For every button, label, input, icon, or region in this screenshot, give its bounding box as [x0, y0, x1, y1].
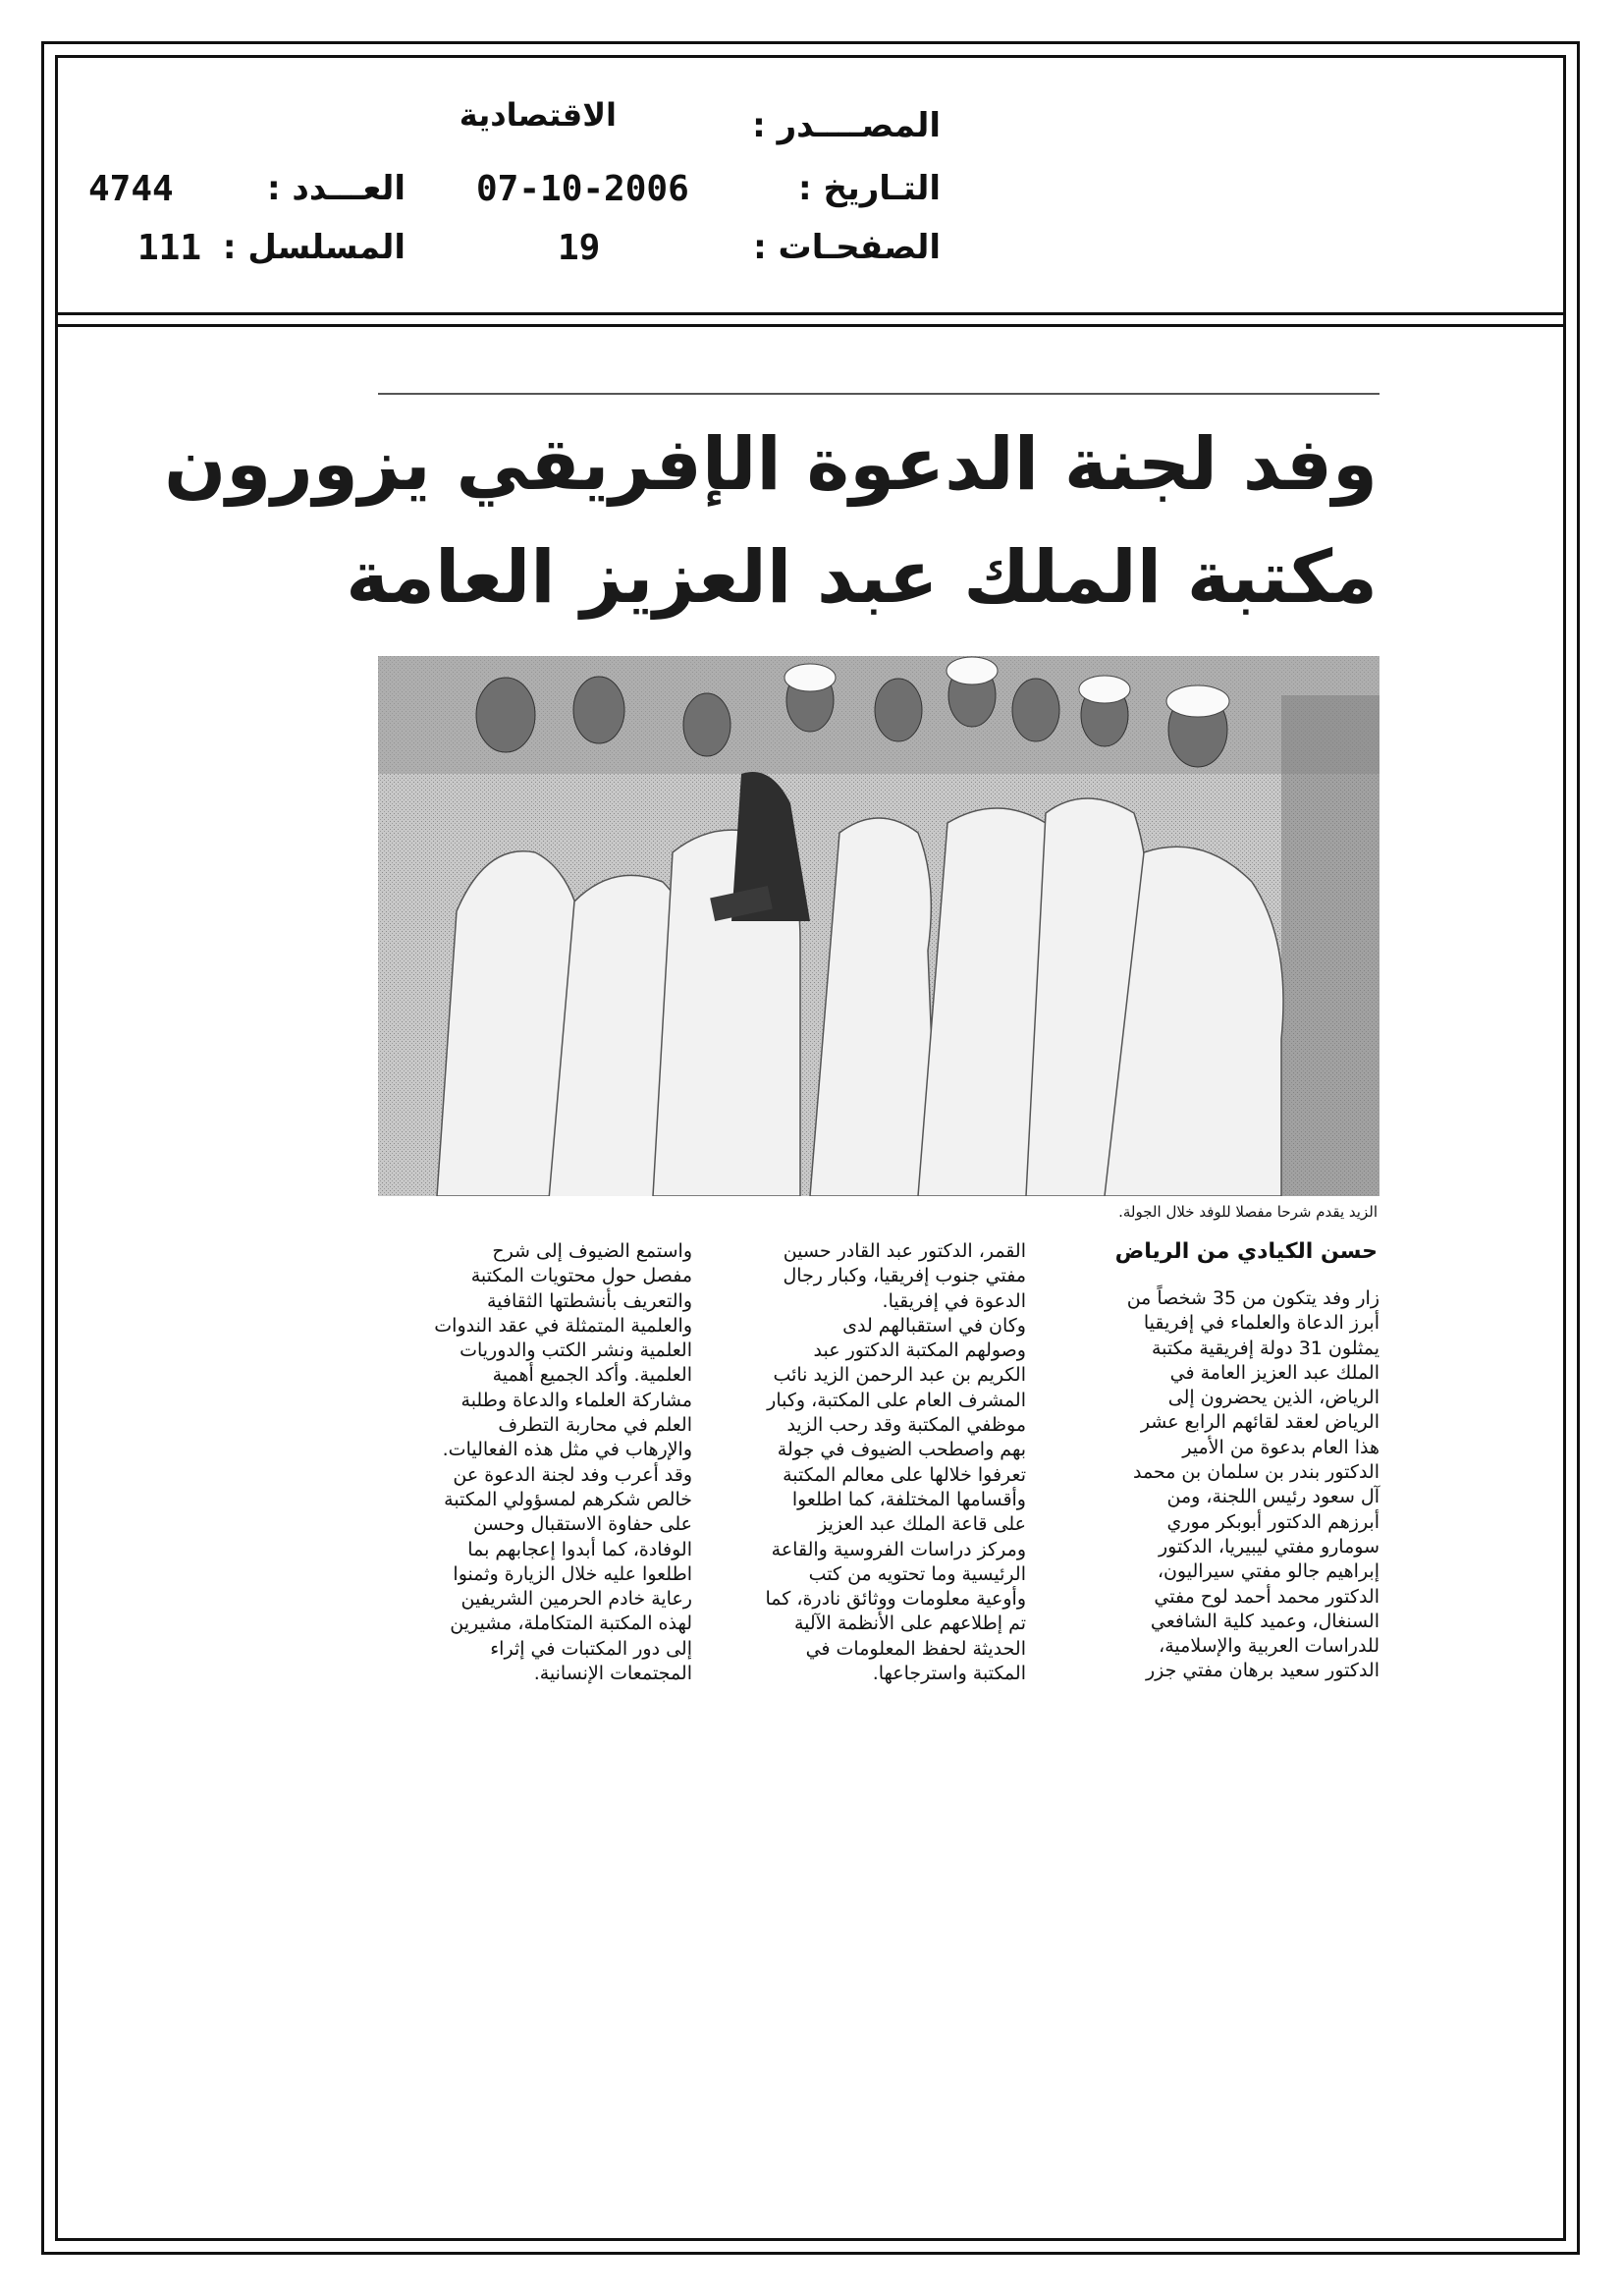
byline: حسن الكيادي من الرياض: [1114, 1239, 1378, 1264]
serial-value: 111: [137, 228, 202, 268]
photo-caption: الزيد يقدم شرحا مفصلا للوفد خلال الجولة.: [1118, 1203, 1378, 1221]
column-2-text: القمر، الدكتور عبد القادر حسين مفتي جنوب إفريقيا، وكبار رجال الدعوة في إفريقيا. وكان في استقبالهم لدى وصولهم المكتبة الدكتور عبد الكريم بن عبد الرحمن الزيد نائب المشرف العام على المكتبة، وكبار موظفي المكتبة وقد رحب الزيد بهم واصطحب الضيوف في جولة تعرفوا خلالها على معالم المكتبة وأقسامها المختلفة، كما اطلعوا على قاعة الملك عبد العزيز ومركز دراسات الفروسية والقاعة الرئيسية وما تحتويه من كتب وأوعية معلومات ووثائق نادرة، كما تم إطلاعهم على الأنظمة الآلية الحديثة لحفظ المعلومات في المكتبة واسترجاعها.: [765, 1240, 1026, 1685]
date-label: التـاريخ :: [798, 169, 941, 208]
column-1-text: زار وفد يتكون من 35 شخصاً من أبرز الدعاة والعلماء في إفريقيا يمثلون 31 دولة إفريقية مكتبة الملك عبد العزيز العامة في الرياض، الذين يحضرون إلى الرياض لعقد لقائهم الرابع عشر هذا العام بدعوة من الأمير الدكتور بندر بن سلمان بن محمد آل سعود رئيس اللجنة، ومن أبرزهم الدكتور أبوبكر موري سومارو مفتي ليبيريا، الدكتور إبراهيم جالو مفتي سيراليون، الدكتور محمد أحمد لوح مفتي السنغال، وعميد كلية الشافعي للدراسات العربية والإسلامية، الدكتور سعيد برهان مفتي جزر: [1126, 1287, 1380, 1682]
date-value: 07-10-2006: [476, 169, 689, 209]
pages-value: 19: [558, 228, 601, 268]
headline-line-1: وفد لجنة الدعوة الإفريقي يزورون: [164, 422, 1378, 507]
source-label: المصــــدر :: [752, 106, 941, 145]
serial-label: المسلسل :: [222, 228, 406, 267]
article-photo: [378, 656, 1380, 1196]
pages-label: الصفحـات :: [753, 228, 941, 267]
column-3-text: واستمع الضيوف إلى شرح مفصل حول محتويات المكتبة والتعريف بأنشطتها الثقافية والعلمية المتمثلة في عقد الندوات العلمية ونشر الكتب والدوريات العلمية. وأكد الجميع أهمية مشاركة العلماء والدعاة وطلبة العلم في محاربة التطرف والإرهاب في مثل هذه الفعاليات. وقد أعرب وفد لجنة الدعوة عن خالص شكرهم لمسؤولي المكتبة على حفاوة الاستقبال وحسن الوفادة، كما أبدوا إعجابهم بما اطلعوا عليه خلال الزيارة وثمنوا رعاية خادم الحرمين الشريفين لهذه المكتبة المتكاملة، مشيرين إلى دور المكتبات في إثراء المجتمعات الإنسانية.: [434, 1240, 692, 1685]
issue-value: 4744: [88, 169, 174, 209]
headline-line-2: مكتبة الملك عبد العزيز العامة: [346, 535, 1378, 620]
article-column-1: [1046, 1286, 1380, 1684]
issue-label: العـــدد :: [267, 169, 406, 208]
article-column-2: [712, 1239, 1026, 1686]
article-column-3: [378, 1239, 692, 1686]
header-divider: [55, 312, 1566, 315]
header-divider-double: [55, 324, 1566, 327]
article-top-rule: [378, 393, 1380, 395]
source-value: الاقتصادية: [459, 96, 617, 134]
